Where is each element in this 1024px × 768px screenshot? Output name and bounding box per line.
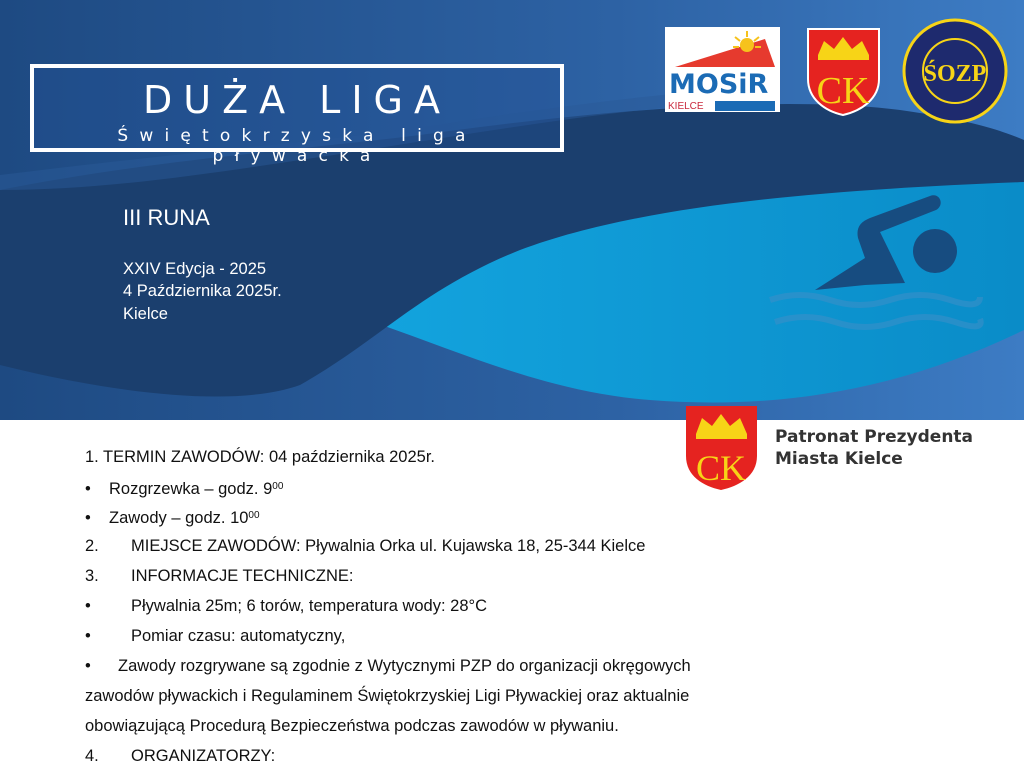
league-subtitle: Świętokrzyska liga pływacka <box>117 126 477 166</box>
title-box <box>30 64 564 166</box>
event-name: III RUNA <box>123 205 210 230</box>
rules-item-line2: zawodów pływackich i Regulaminem Świętokrzyskiej Ligi Pływackiej oraz aktualnie <box>85 687 690 705</box>
patron-text <box>775 426 973 470</box>
warmup-item: • Rozgrzewka – godz. $9^{00}$ <box>85 480 284 498</box>
svg-text:CK: CK <box>695 448 747 488</box>
svg-text:MOSiR: MOSiR <box>669 69 769 100</box>
mosir-logo <box>665 27 780 112</box>
bullet: • <box>85 509 91 527</box>
pool-info-item: • Pływalnia 25m; 6 torów, temperatura wody: 28°C <box>85 597 488 615</box>
event-city: Kielce <box>123 305 168 323</box>
svg-text:KIELCE: KIELCE <box>668 101 704 112</box>
patron-coat-of-arms <box>684 404 759 497</box>
bullet: • <box>85 480 91 498</box>
patron-line2: Miasta Kielce <box>775 449 903 469</box>
section-3-technical: 3. INFORMACJE TECHNICZNE: <box>85 567 354 585</box>
event-date: 4 Października 2025r. <box>123 282 282 300</box>
rules-item: • Zawody rozgrywane są zgodnie z Wytycznymi PZP do organizacji okręgowych <box>85 657 691 675</box>
section-1-date <box>85 447 435 467</box>
section-2-venue: 2. MIEJSCE ZAWODÓW: Pływalnia Orka ul. Kujawska 18, 25-344 Kielce <box>85 537 646 555</box>
timing-item: • Pomiar czasu: automatyczny, <box>85 627 346 645</box>
svg-text:ŚOZP: ŚOZP <box>923 61 987 87</box>
section-1-value: 04 października 2025r. <box>264 448 435 466</box>
svg-text:CK: CK <box>816 70 870 112</box>
kielce-coat-of-arms <box>806 27 881 122</box>
sozp-logo <box>901 17 1009 130</box>
rules-item-line3: obowiązującą Procedurą Bezpieczeństwa podczas zawodów w pływaniu. <box>85 717 619 735</box>
section-4-organizers: 4. ORGANIZATORZY: <box>85 747 276 765</box>
patron-line1: Patronat Prezydenta <box>775 427 974 447</box>
section-1-label: 1. TERMIN ZAWODÓW: <box>85 448 265 466</box>
league-title: DUŻA LIGA <box>143 78 451 122</box>
event-edition: XXIV Edycja - 2025 <box>123 260 267 278</box>
competition-item: • Zawody – godz. $10^{00}$ <box>85 509 260 527</box>
